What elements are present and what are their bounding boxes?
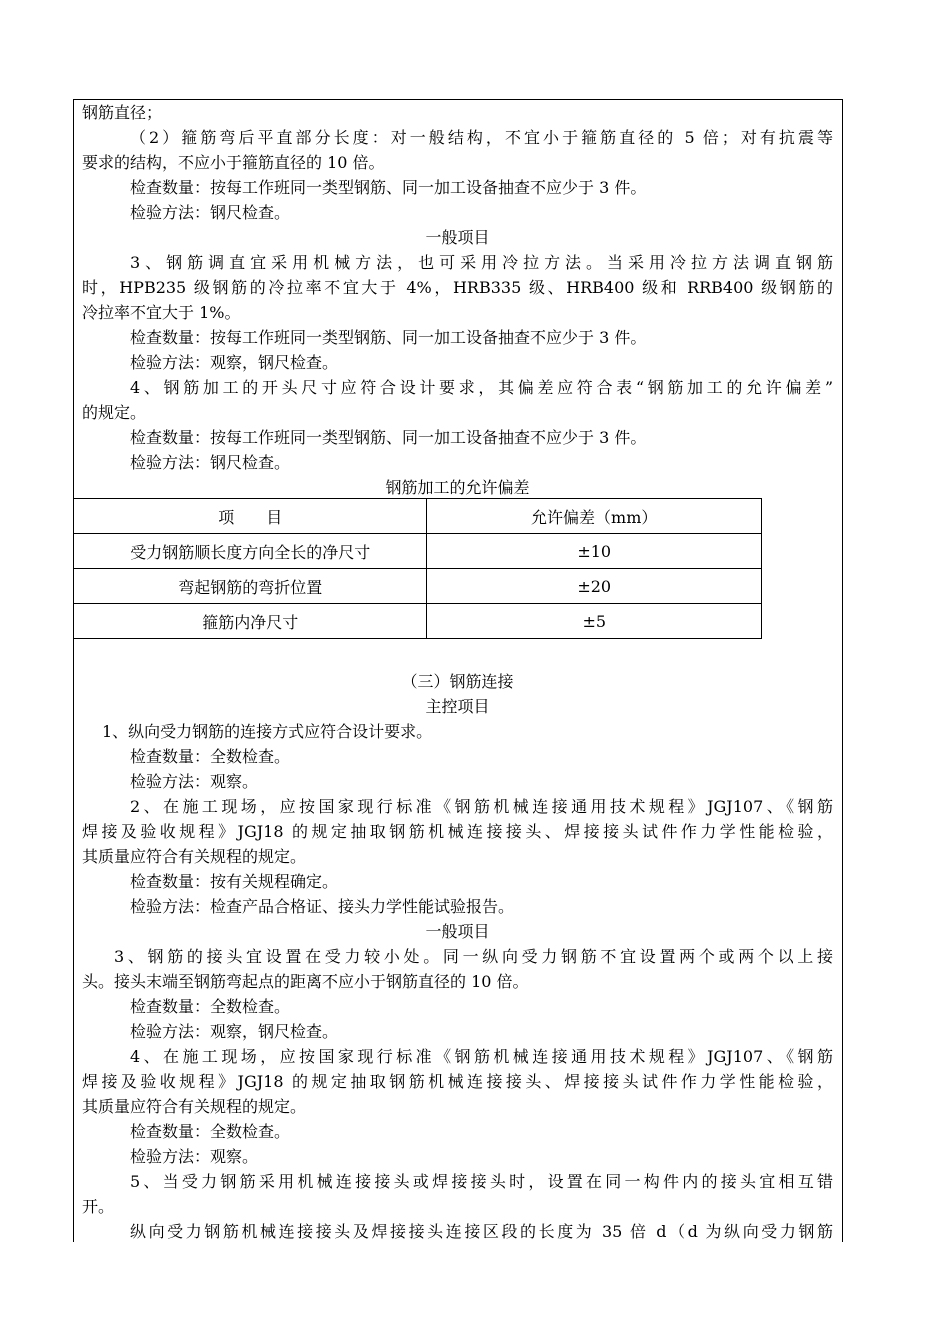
table-header-row — [74, 499, 762, 534]
section-heading: 一般项目 — [425, 922, 490, 941]
text-line: 焊接及验收规程》JGJ18 的规定抽取钢筋机械连接接头、焊接接头试件作力学性能检验， — [82, 1072, 833, 1091]
section-heading: 主控项目 — [425, 697, 490, 716]
text-line: 检查数量：按有关规程确定。 — [130, 872, 339, 891]
text-line: 头。接头末端至钢筋弯起点的距离不应小于钢筋直径的 10 倍。 — [82, 972, 529, 991]
table-cell: ±20 — [427, 569, 762, 604]
text-line: 检查数量：全数检查。 — [130, 997, 291, 1016]
table-cell: 箍筋内净尺寸 — [74, 604, 427, 639]
text-line: 3、钢筋的接头宜设置在受力较小处。同一纵向受力钢筋不宜设置两个或两个以上接 — [114, 947, 833, 966]
table-cell: ±5 — [427, 604, 762, 639]
text-line: 其质量应符合有关规程的规定。 — [82, 1097, 307, 1116]
text-line: 冷拉率不宜大于 1%。 — [82, 303, 241, 322]
text-line: 时，HPB235 级钢筋的冷拉率不宜大于 4%，HRB335 级、HRB400 级和 RRB400 级钢筋的 — [82, 278, 833, 297]
table-row — [74, 534, 762, 569]
text-line: 检验方法：钢尺检查。 — [130, 203, 291, 222]
table-cell: 弯起钢筋的弯折位置 — [74, 569, 427, 604]
text-line: 要求的结构，不应小于箍筋直径的 10 倍。 — [82, 153, 385, 172]
text-line: 钢筋直径； — [82, 103, 163, 122]
text-line: 的规定。 — [82, 403, 147, 422]
text-line: 检查数量：全数检查。 — [130, 747, 291, 766]
text-line: 1、纵向受力钢筋的连接方式应符合设计要求。 — [102, 722, 433, 741]
text-line: 4、钢筋加工的开头尺寸应符合设计要求，其偏差应符合表“钢筋加工的允许偏差” — [130, 378, 833, 397]
text-line: 检验方法：观察，钢尺检查。 — [130, 353, 339, 372]
text-line: 检查数量：全数检查。 — [130, 1122, 291, 1141]
table-cell: ±10 — [427, 534, 762, 569]
text-line: 检验方法：观察。 — [130, 772, 259, 791]
text-line: 检查数量：按每工作班同一类型钢筋、同一加工设备抽查不应少于 3 件。 — [130, 178, 647, 197]
text-line: 纵向受力钢筋机械连接接头及焊接接头连接区段的长度为 35 倍 d（d 为纵向受力钢筋 — [130, 1222, 833, 1241]
text-line: 检验方法：检查产品合格证、接头力学性能试验报告。 — [130, 897, 515, 916]
text-line: （2）箍筋弯后平直部分长度：对一般结构，不宜小于箍筋直径的 5 倍；对有抗震等 — [130, 128, 833, 147]
table-cell: 受力钢筋顺长度方向全长的净尺寸 — [74, 534, 427, 569]
text-line: 检验方法：观察。 — [130, 1147, 259, 1166]
text-line: 4、在施工现场，应按国家现行标准《钢筋机械连接通用技术规程》JGJ107、《钢筋 — [130, 1047, 833, 1066]
table-header-cell: 允许偏差（mm） — [427, 499, 762, 534]
table-caption: 钢筋加工的允许偏差 — [385, 478, 530, 497]
text-line: 3、钢筋调直宜采用机械方法，也可采用冷拉方法。当采用冷拉方法调直钢筋 — [130, 253, 833, 272]
section-heading: 一般项目 — [425, 228, 490, 247]
text-line: 焊接及验收规程》JGJ18 的规定抽取钢筋机械连接接头、焊接接头试件作力学性能检验， — [82, 822, 833, 841]
text-line: 检查数量：按每工作班同一类型钢筋、同一加工设备抽查不应少于 3 件。 — [130, 428, 647, 447]
text-line: 其质量应符合有关规程的规定。 — [82, 847, 307, 866]
text-line: 开。 — [82, 1197, 115, 1216]
text-line: 检验方法：观察，钢尺检查。 — [130, 1022, 339, 1041]
text-line: 5、当受力钢筋采用机械连接接头或焊接接头时，设置在同一构件内的接头宜相互错 — [130, 1172, 833, 1191]
table-header-cell: 项 目 — [74, 499, 427, 534]
text-line: 检验方法：钢尺检查。 — [130, 453, 291, 472]
table-row — [74, 604, 762, 639]
section-heading: （三）钢筋连接 — [401, 672, 514, 691]
text-line: 2、在施工现场，应按国家现行标准《钢筋机械连接通用技术规程》JGJ107、《钢筋 — [130, 797, 833, 816]
tolerance-table — [73, 498, 762, 639]
text-line: 检查数量：按每工作班同一类型钢筋、同一加工设备抽查不应少于 3 件。 — [130, 328, 647, 347]
table-row — [74, 569, 762, 604]
